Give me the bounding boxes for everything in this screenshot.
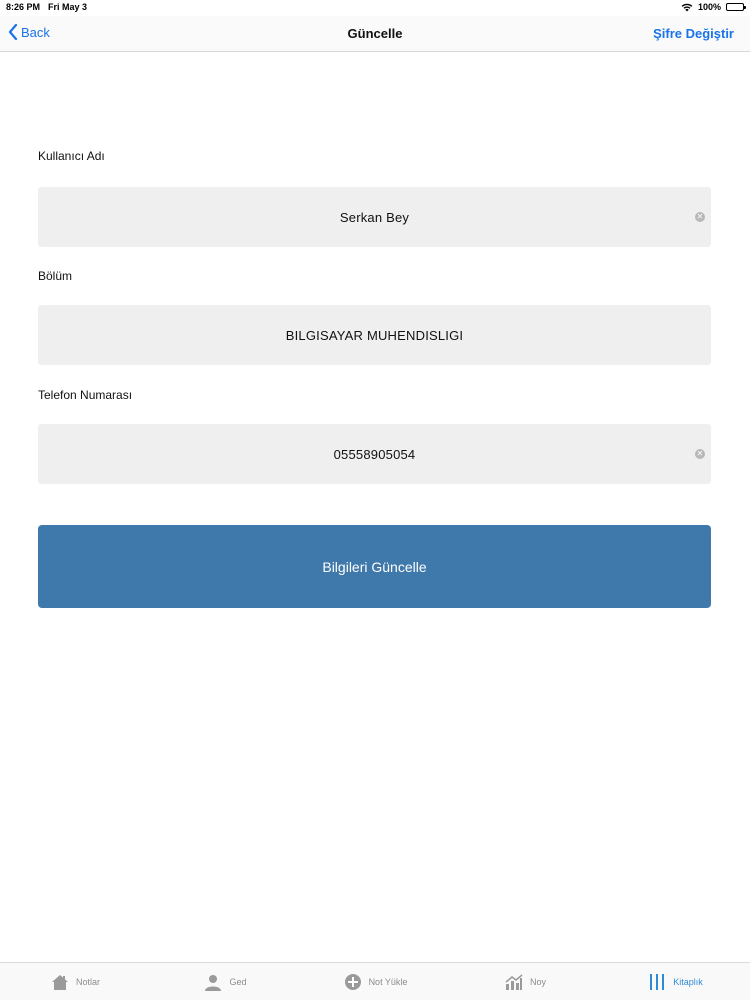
wifi-icon: [681, 3, 693, 12]
update-info-button[interactable]: Bilgileri Güncelle: [38, 525, 711, 608]
navigation-bar: [0, 16, 750, 52]
change-password-button[interactable]: Şifre Değiştir: [653, 26, 734, 41]
tab-noy[interactable]: [450, 963, 600, 1000]
tab-label: Kitaplık: [673, 976, 703, 987]
clear-icon[interactable]: ✕: [696, 212, 704, 221]
tab-bar: [0, 962, 750, 1000]
department-value[interactable]: BILGISAYAR MUHENDISLIGI: [285, 327, 464, 343]
phone-label: Telefon Numarası: [38, 388, 133, 402]
username-label: Kullanıcı Adı: [38, 149, 105, 163]
plus-circle-icon: [343, 972, 363, 992]
phone-field[interactable]: [38, 424, 711, 484]
username-field[interactable]: [38, 187, 711, 247]
tab-not-yukle[interactable]: [300, 963, 450, 1000]
person-icon: [203, 972, 223, 992]
tab-notlar[interactable]: [0, 963, 150, 1000]
status-date: Fri May 3: [48, 2, 88, 12]
library-icon: [647, 972, 667, 992]
status-bar: [0, 0, 750, 16]
tab-label: Notlar: [75, 976, 100, 987]
tab-kitaplik[interactable]: [600, 963, 750, 1000]
phone-value[interactable]: 05558905054: [333, 446, 416, 462]
clear-icon[interactable]: ✕: [696, 449, 704, 458]
tab-label: Noy: [529, 976, 546, 987]
home-icon: [50, 972, 70, 992]
tab-label: Ged: [229, 976, 247, 987]
tab-ged[interactable]: [150, 963, 300, 1000]
status-right: [681, 2, 744, 12]
username-value[interactable]: Serkan Bey: [339, 209, 410, 225]
battery-icon: [726, 3, 744, 11]
chart-icon: [504, 972, 524, 992]
department-field[interactable]: [38, 305, 711, 365]
page-title: Güncelle: [347, 26, 403, 41]
battery-percent: 100%: [697, 2, 721, 12]
department-label: Bölüm: [38, 269, 73, 283]
back-label: Back: [21, 24, 50, 40]
status-time: 8:26 PM: [6, 2, 41, 12]
tab-label: Not Yükle: [368, 976, 408, 987]
